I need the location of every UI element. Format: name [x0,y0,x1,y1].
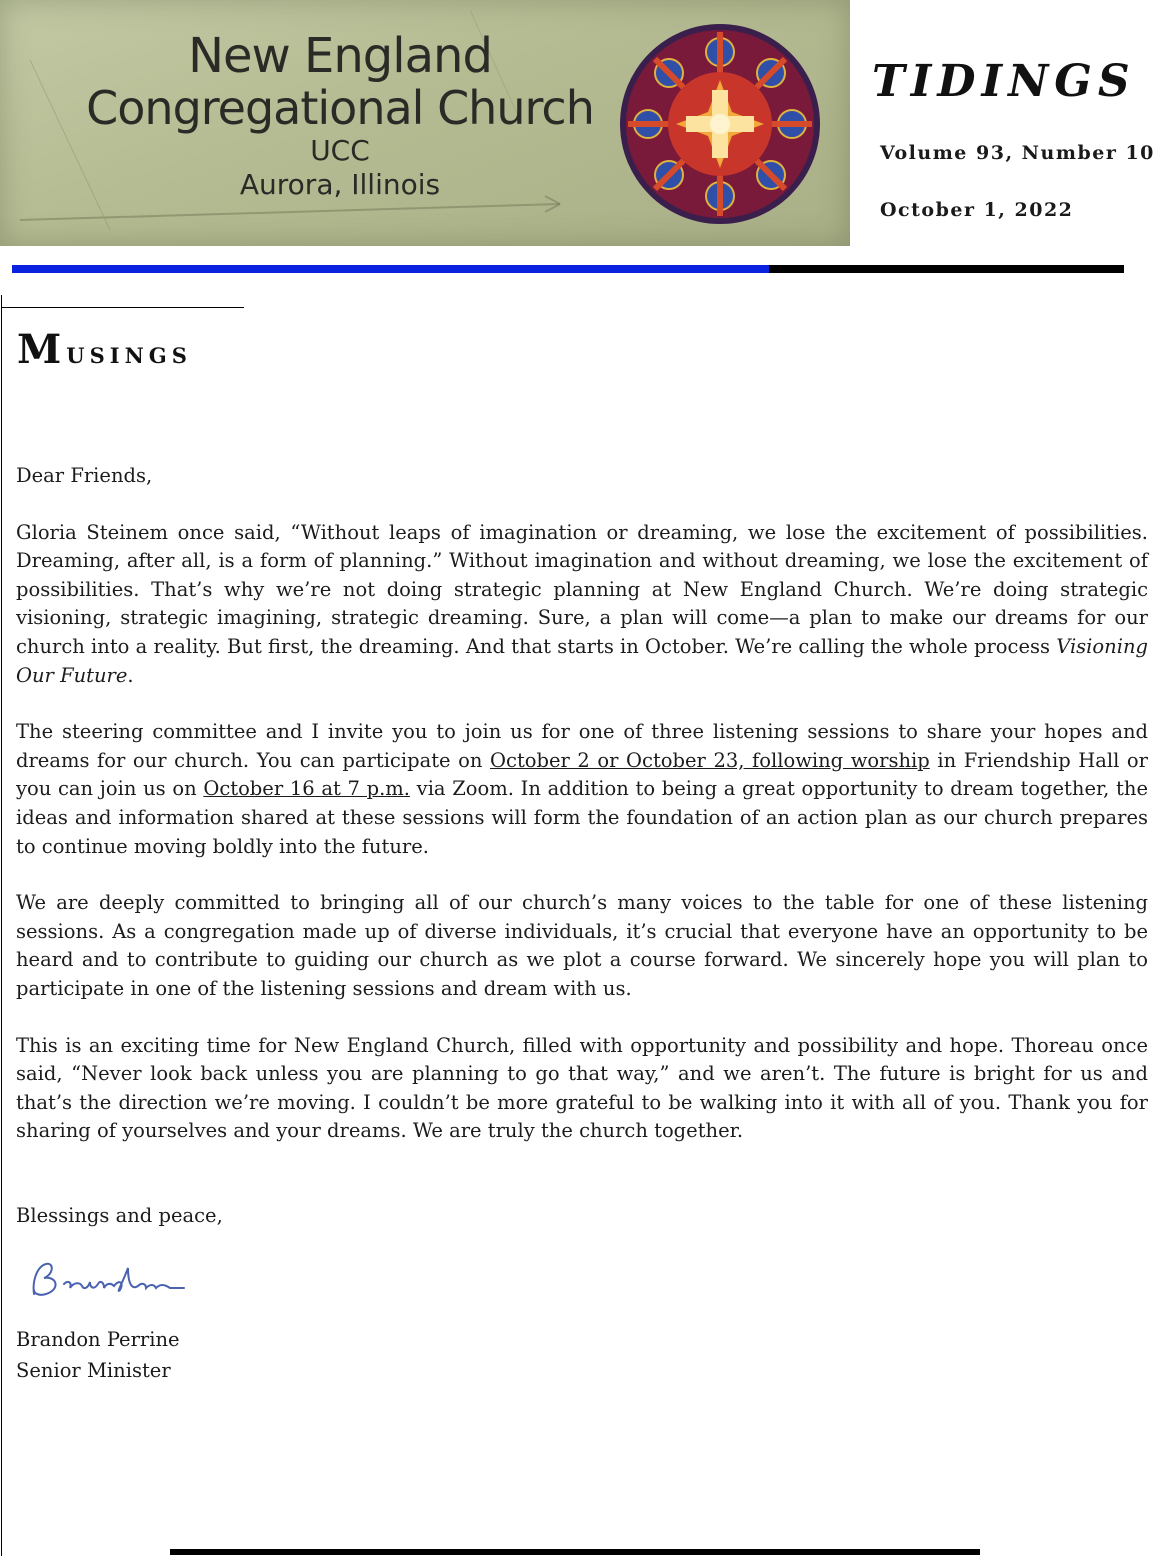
section-title-rest: usings [66,336,192,371]
stained-glass-rose-window-icon [618,22,822,226]
session-dates-in-person: October 2 or October 23, following worship [490,748,930,772]
paragraph-2-text-a: The steering committee and I invite you to join us for one of three listening sessions to share your hopes and dreams for our church. You can participate on [16,720,1148,772]
paragraph-4: This is an exciting time for New England Church, filled with opportunity and possibility and hope. Thoreau once said, “Never look back unless you are planning to go that way,” and we aren’t. The future is bright for us and that’s the direction we’re moving. I couldn’t be more grateful to be walking into it with all of you. Thank you for sharing of yourselves and your dreams. We are truly the church together. [16,1033,1148,1143]
church-name-line2: Congregational Church [86,81,594,135]
church-name [60,30,620,202]
church-denomination: UCC [310,134,370,167]
signer-name: Brandon Perrine [16,1328,180,1351]
paragraph-1-text: Gloria Steinem once said, “Without leaps of imagination or dreaming, we lose the excitement of possibilities. Dreaming, after all, is a form of planning.” Without imagination and without dreaming, we lose the excitement of possibilities. That’s why we’re not doing strategic planning at New England Church. We’re doing strategic visioning, strategic imagining, strategic dreaming. Sure, a plan will come—a plan to make our dreams for our church into a reality. But first, the dreaming. And that starts in October. We’re calling the whole process [16,520,1148,658]
header-rule-blue [12,265,769,273]
process-title: Visioning Our Future [16,634,1148,687]
church-banner [0,0,850,246]
paragraph-2-text-c: via Zoom. In addition to being a great opportunity to dream together, the ideas and information shared at these sessions will form the foundation of an action plan as our church prepares to continue moving boldly into the future. [16,777,1148,858]
paragraph-2-text-b: in Friendship Hall or you can join us on [16,748,1148,801]
footer-rule [170,1549,980,1555]
signature-icon [24,1254,194,1310]
issue-date: October 1, 2022 [880,199,1074,221]
closing: Blessings and peace, [16,1203,223,1227]
paragraph-1 [16,519,1148,691]
greeting: Dear Friends, [16,464,153,487]
section-title-initial: M [17,326,67,373]
signer-title: Senior Minister [16,1359,171,1382]
paragraph-2 [16,718,1148,861]
newsletter-title: TIDINGS [872,56,1136,107]
church-location: Aurora, Illinois [239,168,441,201]
volume-number: Volume 93, Number 10 [880,142,1155,164]
session-date-zoom: October 16 at 7 p.m. [203,777,410,801]
section-title [17,326,192,373]
paragraph-3: We are deeply committed to bringing all of our church’s many voices to the table for one of these listening sessions. As a congregation made up of diverse individuals, it’s crucial that everyone have an opportunity to be heard and to contribute to guiding our church as we plot a course forward. We sincerely hope you will plan to participate in one of the listening sessions and dream with us. [16,891,1148,1000]
letter-body [16,462,1148,1258]
church-name-line1: New England [188,28,492,84]
signer-block [16,1324,180,1386]
paragraph-1-end: . [127,663,134,687]
frame-border-left [1,295,2,1556]
header-rule-black [769,265,1124,273]
frame-border-top [1,307,244,308]
